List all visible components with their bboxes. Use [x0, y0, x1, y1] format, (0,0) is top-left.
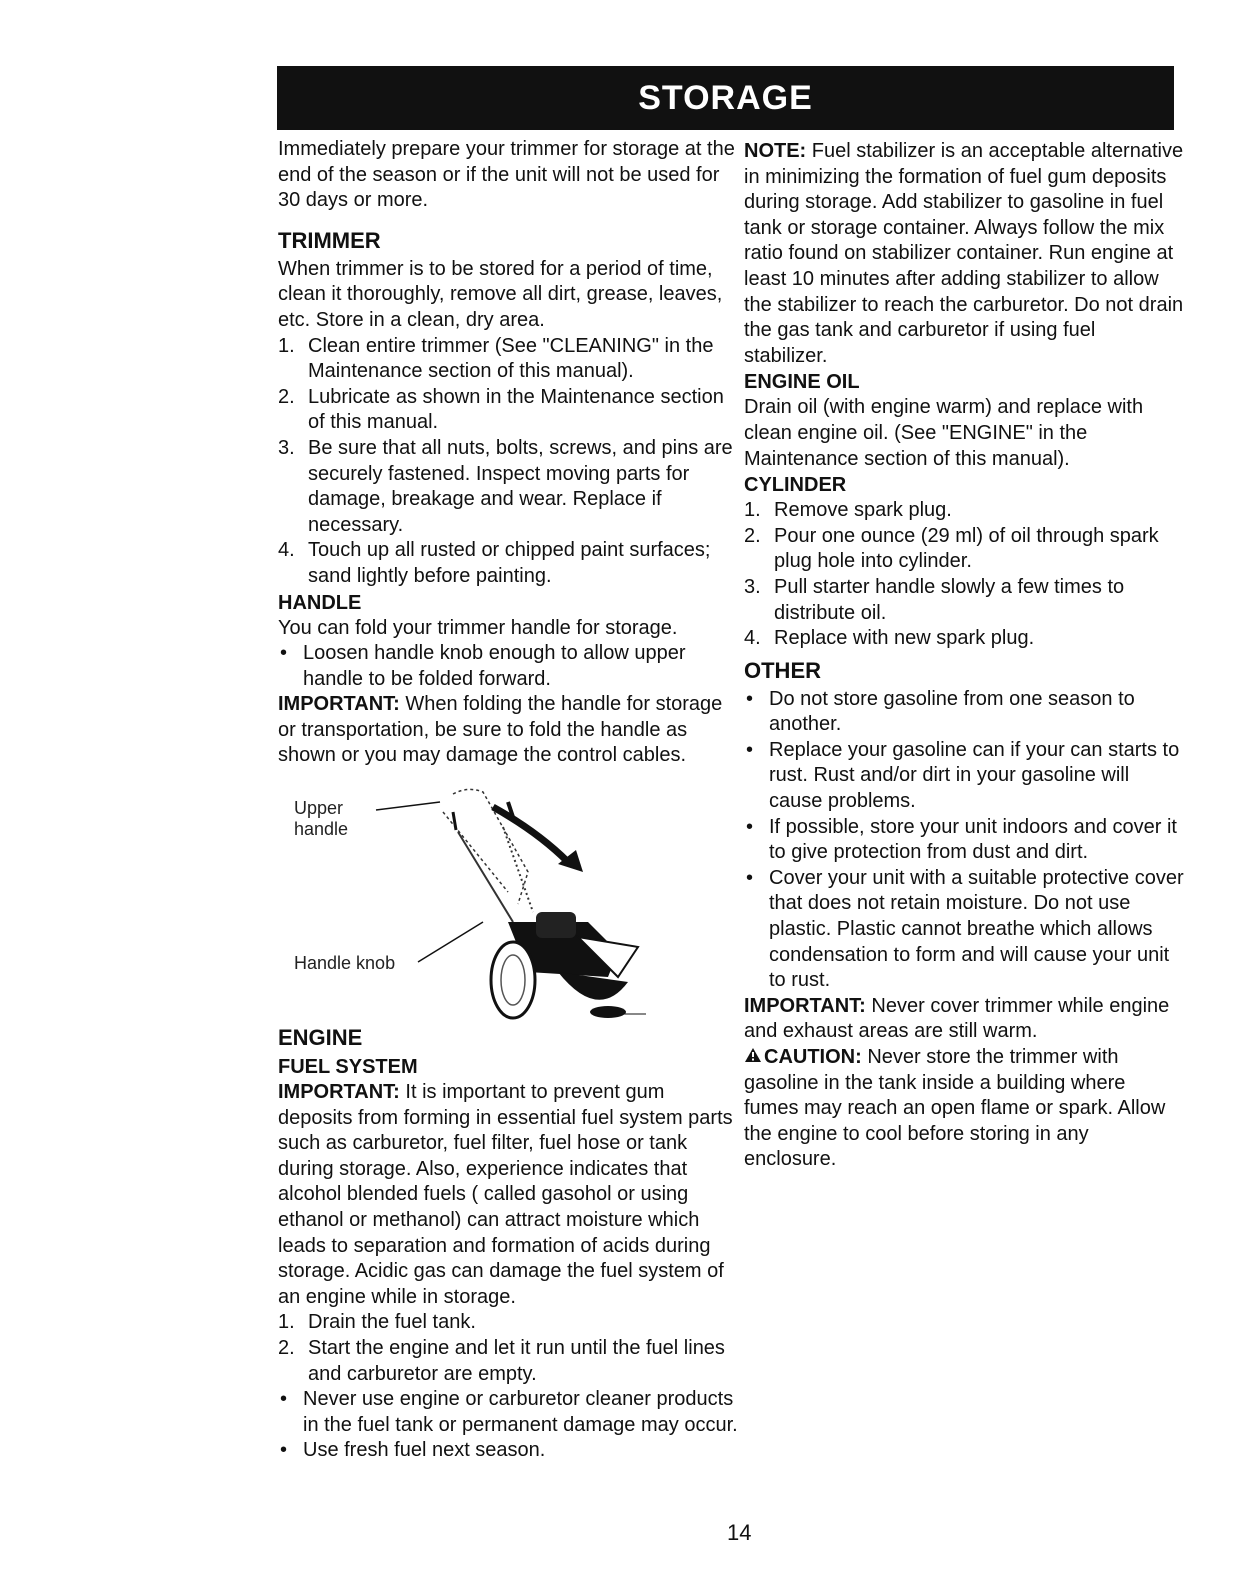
step-number: 4. — [744, 627, 761, 650]
note-label: NOTE: — [744, 140, 807, 162]
step-number: 3. — [278, 436, 295, 459]
caution-text: Never store the trimmer with gasoline in the tank inside a building where fumes may reach an open flame or spark. Allow the engine to cool before storing in any enclosure. — [744, 1046, 1166, 1171]
list-item — [278, 385, 738, 436]
other-important — [744, 994, 1184, 1045]
important-text: When folding the handle for storage or transportation, be sure to fold the handle as shown or you may damage the control cables. — [278, 693, 723, 767]
step-text: Drain the fuel tank. — [308, 1311, 476, 1334]
list-item — [278, 334, 738, 385]
step-text: Replace with new spark plug. — [774, 627, 1035, 650]
bullet-icon: • — [746, 866, 754, 889]
page-number: 14 — [727, 1520, 752, 1545]
important-label: IMPORTANT: — [278, 693, 400, 716]
step-number: 1. — [278, 1311, 295, 1334]
trimmer-text: When trimmer is to be stored for a period of time, clean it thoroughly, remove all dirt, grease, leaves, etc. Store in a clean, dry area. — [278, 257, 723, 331]
upper-handle-label — [294, 798, 348, 840]
other-bullets — [744, 687, 1184, 994]
fuel-system-bullets — [278, 1387, 738, 1464]
step-number: 1. — [744, 499, 761, 522]
step-text: Remove spark plug. — [774, 499, 952, 522]
list-item — [278, 1310, 738, 1336]
bullet-text: Loosen handle knob enough to allow upper handle to be folded forward. — [303, 642, 686, 690]
list-item — [744, 498, 1184, 524]
left-column — [278, 137, 738, 1464]
important-text: It is important to prevent gum deposits from forming in essential fuel system parts such as carburetor, fuel filter, fuel hose or tank during storage. Also, experience indicates that alcohol blended fuels ( called gasohol or using ethanol or methanol) can attract moisture which leads to separation and formation of acids during storage. Acidic gas can damage the fuel system of an engine while in storage. — [278, 1081, 733, 1308]
cylinder-heading: CYLINDER — [744, 474, 847, 497]
right-column — [744, 139, 1184, 1173]
bullet-icon: • — [746, 738, 754, 761]
handle-heading: HANDLE — [278, 591, 362, 614]
important-label: IMPORTANT: — [278, 1081, 400, 1104]
important-label: IMPORTANT: — [744, 994, 866, 1017]
engine-oil-text: Drain oil (with engine warm) and replace with clean engine oil. (See "ENGINE" in the Maintenance section of this manual). — [744, 396, 1144, 470]
list-item — [744, 687, 1184, 738]
handle-text: You can fold your trimmer handle for storage. — [278, 616, 678, 639]
list-item — [278, 641, 738, 692]
fuel-system-heading: FUEL SYSTEM — [278, 1056, 418, 1079]
step-number: 2. — [278, 1337, 295, 1359]
step-number: 3. — [744, 575, 761, 598]
list-item — [744, 866, 1184, 994]
trimmer-handle-figure — [278, 772, 738, 1025]
bullet-text: Cover your unit with a suitable protective cover that does not retain moisture. Do not use plastic. Plastic cannot breathe which allows condensation to form and will cause your unit to rust. — [769, 866, 1184, 992]
warning-triangle-icon — [744, 1045, 764, 1071]
caution-label: CAUTION: — [764, 1046, 862, 1068]
step-number: 1. — [278, 334, 295, 357]
bullet-text: Replace your gasoline can if your can starts to rust. Rust and/or dirt in your gasoline will cause problems. — [769, 738, 1180, 813]
step-text: Be sure that all nuts, bolts, screws, and pins are securely fastened. Inspect moving parts for damage, breakage and wear. Replace if necessary. — [308, 436, 733, 536]
fuel-system-steps — [278, 1310, 738, 1387]
list-item — [744, 815, 1184, 866]
note-text: Fuel stabilizer is an acceptable alternative in minimizing the formation of fuel gum deposits during storage. Add stabilizer to gasoline in fuel tank or storage container. Always follow the mix ratio found on stabilizer container. Run engine at least 10 minutes after adding stabilizer to allow the stabilizer to reach the carburetor. Do not drain the gas tank and carburetor if using fuel stabilizer. — [744, 140, 1184, 367]
step-text: Touch up all rusted or chipped paint surfaces; sand lightly before painting. — [308, 539, 711, 587]
list-item — [744, 738, 1184, 815]
intro-paragraph: Immediately prepare your trimmer for storage at the end of the season or if the unit will not be used for 30 days or more. — [278, 138, 735, 212]
bullet-icon: • — [746, 687, 754, 710]
bullet-text: Do not store gasoline from one season to another. — [769, 687, 1135, 736]
handle-important — [278, 692, 738, 769]
handle-bullets — [278, 641, 738, 692]
handle-knob-label: Handle knob — [294, 953, 396, 974]
important-text: Never cover trimmer while engine and exhaust areas are still warm. — [744, 994, 1170, 1043]
cylinder-steps — [744, 498, 1184, 652]
upper-handle-label-line2: handle — [294, 819, 349, 840]
trimmer-heading: TRIMMER — [278, 227, 381, 253]
step-text: Pour one ounce (29 ml) of oil through spark plug hole into cylinder. — [774, 524, 1159, 573]
step-text: Start the engine and let it run until the fuel lines and carburetor are empty. — [308, 1337, 725, 1385]
engine-oil-heading: ENGINE OIL — [744, 371, 860, 394]
bullet-icon: • — [280, 642, 288, 665]
step-text: Clean entire trimmer (See "CLEANING" in the Maintenance section of this manual). — [308, 334, 714, 383]
section-header-banner — [277, 66, 1174, 130]
list-item — [278, 1336, 738, 1387]
bullet-text: Use fresh fuel next season. — [303, 1439, 546, 1462]
list-item — [278, 1438, 738, 1464]
other-heading: OTHER — [744, 657, 821, 683]
step-number: 2. — [278, 385, 295, 408]
list-item — [744, 575, 1184, 626]
bullet-icon: • — [280, 1439, 288, 1462]
list-item — [744, 626, 1184, 652]
step-number: 2. — [744, 524, 761, 547]
upper-handle-label-line1: Upper — [294, 798, 344, 819]
page-title: STORAGE — [638, 79, 813, 117]
bullet-text: If possible, store your unit indoors and cover it to give protection from dust and dirt. — [769, 815, 1177, 864]
caution-paragraph — [744, 1045, 1184, 1173]
trimmer-steps — [278, 334, 738, 590]
list-item — [278, 538, 738, 589]
bullet-icon: • — [746, 815, 754, 838]
fuel-system-important — [278, 1080, 738, 1310]
list-item — [744, 524, 1184, 575]
step-text: Lubricate as shown in the Maintenance section of this manual. — [308, 385, 724, 434]
engine-heading: ENGINE — [278, 1025, 363, 1051]
list-item — [278, 436, 738, 538]
list-item — [278, 1387, 738, 1438]
step-text: Pull starter handle slowly a few times to distribute oil. — [774, 575, 1125, 624]
bullet-text: Never use engine or carburetor cleaner products in the fuel tank or permanent damage may occur. — [303, 1388, 738, 1436]
note-paragraph — [744, 139, 1184, 369]
step-number: 4. — [278, 539, 295, 562]
bullet-icon: • — [280, 1388, 288, 1411]
